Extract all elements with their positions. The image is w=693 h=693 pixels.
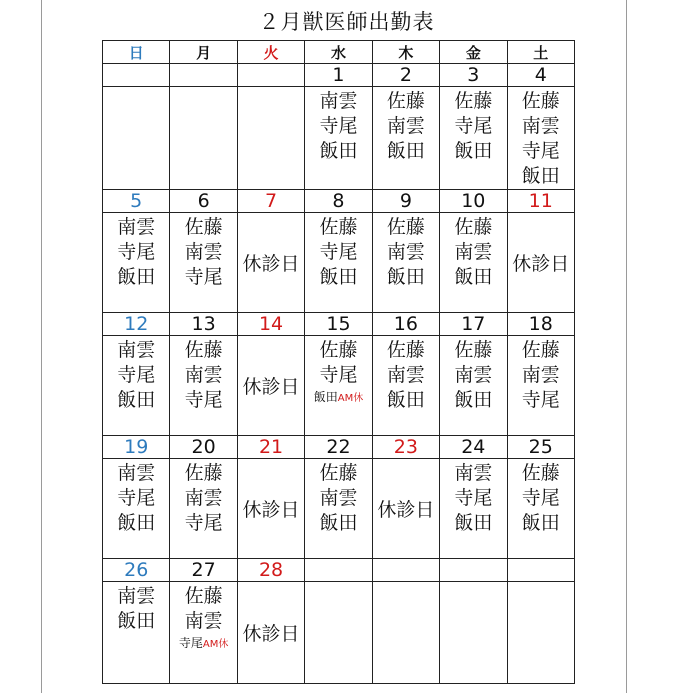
staff-name: 飯田 (319, 140, 358, 162)
day-cell (170, 213, 237, 313)
staff-name: 佐藤 (184, 339, 223, 361)
day-number: 17 (440, 313, 507, 336)
staff-name: 飯田 (386, 140, 425, 162)
left-margin-line (41, 0, 42, 693)
closed-day-label: 休診日 (512, 253, 570, 275)
day-number: 23 (372, 436, 439, 459)
day-cell (305, 459, 372, 559)
day-cell (507, 213, 574, 313)
day-cell (170, 336, 237, 436)
am-off-note: AM休 (337, 393, 364, 404)
staff-name: 南雲 (386, 241, 425, 263)
day-cell (372, 459, 439, 559)
day-number: 21 (237, 436, 304, 459)
staff-name: 飯田 (319, 512, 358, 534)
staff-name: 佐藤 (454, 90, 493, 112)
staff-name: 飯田 (454, 140, 493, 162)
day-cell (103, 582, 170, 684)
day-cell (305, 336, 372, 436)
staff-name: 飯田 (117, 266, 156, 288)
staff-name: 南雲 (386, 115, 425, 137)
staff-name: 飯田 (521, 512, 560, 534)
day-number: 15 (305, 313, 372, 336)
day-cell (170, 87, 237, 190)
staff-list (373, 336, 439, 413)
day-cell (237, 459, 304, 559)
day-number: 14 (237, 313, 304, 336)
staff-list (440, 87, 506, 164)
day-cell (372, 87, 439, 190)
staff-name: 飯田 (386, 389, 425, 411)
day-number: 6 (170, 190, 237, 213)
day-cell (440, 213, 507, 313)
staff-name: 寺尾 (117, 364, 156, 386)
partial-shift (305, 388, 371, 408)
day-number: 24 (440, 436, 507, 459)
staff-name: 南雲 (454, 364, 493, 386)
day-number: 25 (507, 436, 574, 459)
week-date-row (103, 313, 575, 336)
day-cell (103, 336, 170, 436)
staff-name: 飯田 (117, 512, 156, 534)
day-cell (103, 87, 170, 190)
staff-name: 南雲 (319, 90, 358, 112)
staff-name: 佐藤 (319, 216, 358, 238)
day-cell (237, 87, 304, 190)
staff-list (305, 213, 371, 290)
week-staff-row (103, 213, 575, 313)
day-cell (305, 213, 372, 313)
day-number: 12 (103, 313, 170, 336)
staff-name: 佐藤 (454, 216, 493, 238)
day-number: 16 (372, 313, 439, 336)
staff-name: 南雲 (521, 115, 560, 137)
week-staff-row (103, 459, 575, 559)
staff-list (440, 213, 506, 290)
day-cell (372, 582, 439, 684)
staff-list (508, 459, 574, 536)
staff-name: 寺尾 (184, 266, 223, 288)
weekday-sat: 土 (507, 41, 574, 64)
right-margin-line (626, 0, 627, 693)
week-staff-row (103, 336, 575, 436)
partial-staff-name: 飯田 (313, 390, 338, 404)
day-number: 9 (372, 190, 439, 213)
staff-list (103, 459, 169, 536)
day-number: 13 (170, 313, 237, 336)
day-number: 22 (305, 436, 372, 459)
staff-name: 南雲 (454, 462, 493, 484)
week-date-row (103, 64, 575, 87)
staff-name: 寺尾 (319, 115, 358, 137)
day-number: 5 (103, 190, 170, 213)
day-number: 26 (103, 559, 170, 582)
day-cell (372, 213, 439, 313)
closed-day-label: 休診日 (242, 376, 300, 398)
closed-day-label: 休診日 (242, 253, 300, 275)
staff-list (440, 336, 506, 413)
day-number: 11 (507, 190, 574, 213)
day-cell (440, 459, 507, 559)
day-cell (237, 336, 304, 436)
staff-name: 南雲 (117, 339, 156, 361)
staff-name: 南雲 (184, 610, 223, 632)
day-cell (507, 336, 574, 436)
staff-name: 寺尾 (521, 389, 560, 411)
day-number: 7 (237, 190, 304, 213)
day-number: 19 (103, 436, 170, 459)
weekday-header-row (103, 41, 575, 64)
day-cell (507, 459, 574, 559)
partial-shift (170, 634, 236, 654)
day-cell (507, 87, 574, 190)
staff-list (305, 336, 371, 408)
week-staff-row (103, 87, 575, 190)
staff-name: 南雲 (386, 364, 425, 386)
staff-name: 佐藤 (454, 339, 493, 361)
day-number: 27 (170, 559, 237, 582)
staff-name: 飯田 (454, 389, 493, 411)
staff-list (440, 459, 506, 536)
day-cell (372, 336, 439, 436)
week-date-row (103, 190, 575, 213)
staff-name: 南雲 (184, 241, 223, 263)
day-cell (507, 582, 574, 684)
staff-name: 寺尾 (184, 512, 223, 534)
weekday-thu: 木 (372, 41, 439, 64)
staff-list (508, 87, 574, 189)
staff-name: 南雲 (184, 487, 223, 509)
weekday-wed: 水 (305, 41, 372, 64)
day-number: 1 (305, 64, 372, 87)
staff-name: 佐藤 (184, 462, 223, 484)
day-number (237, 64, 304, 87)
staff-list (170, 336, 236, 413)
day-cell (103, 213, 170, 313)
page-title: ２月獣医師出勤表 (258, 10, 435, 34)
staff-name: 飯田 (117, 610, 156, 632)
staff-name: 南雲 (521, 364, 560, 386)
day-cell (170, 459, 237, 559)
staff-list (103, 582, 169, 634)
staff-name: 佐藤 (521, 90, 560, 112)
am-off-note: AM休 (202, 639, 229, 650)
staff-list (373, 213, 439, 290)
staff-name: 飯田 (454, 266, 493, 288)
day-number: 2 (372, 64, 439, 87)
day-cell (170, 582, 237, 684)
staff-list (170, 582, 236, 654)
staff-name: 南雲 (319, 487, 358, 509)
staff-name: 佐藤 (386, 90, 425, 112)
staff-name: 佐藤 (386, 216, 425, 238)
staff-name: 飯田 (521, 165, 560, 187)
staff-name: 佐藤 (184, 216, 223, 238)
staff-name: 寺尾 (454, 115, 493, 137)
closed-day-label: 休診日 (377, 499, 435, 521)
staff-name: 寺尾 (319, 364, 358, 386)
staff-name: 南雲 (117, 462, 156, 484)
staff-name: 南雲 (454, 241, 493, 263)
staff-name: 南雲 (117, 216, 156, 238)
staff-list (305, 459, 371, 536)
staff-name: 寺尾 (521, 140, 560, 162)
staff-name: 寺尾 (117, 487, 156, 509)
closed-day-label: 休診日 (242, 623, 300, 645)
staff-list (305, 87, 371, 164)
staff-name: 佐藤 (521, 339, 560, 361)
staff-name: 佐藤 (521, 462, 560, 484)
weekday-mon: 月 (170, 41, 237, 64)
day-number (170, 64, 237, 87)
day-number: 18 (507, 313, 574, 336)
staff-list (170, 459, 236, 536)
day-cell (440, 582, 507, 684)
day-cell (305, 87, 372, 190)
day-number (507, 559, 574, 582)
staff-name: 飯田 (117, 389, 156, 411)
staff-name: 南雲 (117, 585, 156, 607)
week-date-row (103, 436, 575, 459)
week-date-row (103, 559, 575, 582)
week-staff-row (103, 582, 575, 684)
staff-name: 寺尾 (319, 241, 358, 263)
staff-list (170, 213, 236, 290)
day-number (372, 559, 439, 582)
staff-name: 寺尾 (184, 389, 223, 411)
staff-name: 佐藤 (319, 462, 358, 484)
partial-staff-name: 寺尾 (178, 636, 203, 650)
staff-name: 寺尾 (521, 487, 560, 509)
day-number: 20 (170, 436, 237, 459)
day-cell (305, 582, 372, 684)
staff-list (103, 213, 169, 290)
staff-name: 飯田 (386, 266, 425, 288)
day-number: 4 (507, 64, 574, 87)
staff-list (508, 336, 574, 413)
weekday-fri: 金 (440, 41, 507, 64)
closed-day-label: 休診日 (242, 499, 300, 521)
staff-name: 南雲 (184, 364, 223, 386)
staff-name: 飯田 (454, 512, 493, 534)
day-number (103, 64, 170, 87)
day-number: 28 (237, 559, 304, 582)
day-number (305, 559, 372, 582)
weekday-tue: 火 (237, 41, 304, 64)
staff-name: 佐藤 (319, 339, 358, 361)
day-cell (237, 213, 304, 313)
staff-name: 飯田 (319, 266, 358, 288)
day-number: 3 (440, 64, 507, 87)
calendar-body (103, 64, 575, 684)
day-number: 10 (440, 190, 507, 213)
weekday-sun: 日 (103, 41, 170, 64)
day-number: 8 (305, 190, 372, 213)
calendar-table (102, 40, 575, 684)
staff-list (373, 87, 439, 164)
staff-name: 佐藤 (386, 339, 425, 361)
day-cell (440, 336, 507, 436)
staff-name: 寺尾 (117, 241, 156, 263)
day-cell (103, 459, 170, 559)
staff-list (103, 336, 169, 413)
day-cell (237, 582, 304, 684)
day-number (440, 559, 507, 582)
day-cell (440, 87, 507, 190)
staff-name: 寺尾 (454, 487, 493, 509)
staff-name: 佐藤 (184, 585, 223, 607)
